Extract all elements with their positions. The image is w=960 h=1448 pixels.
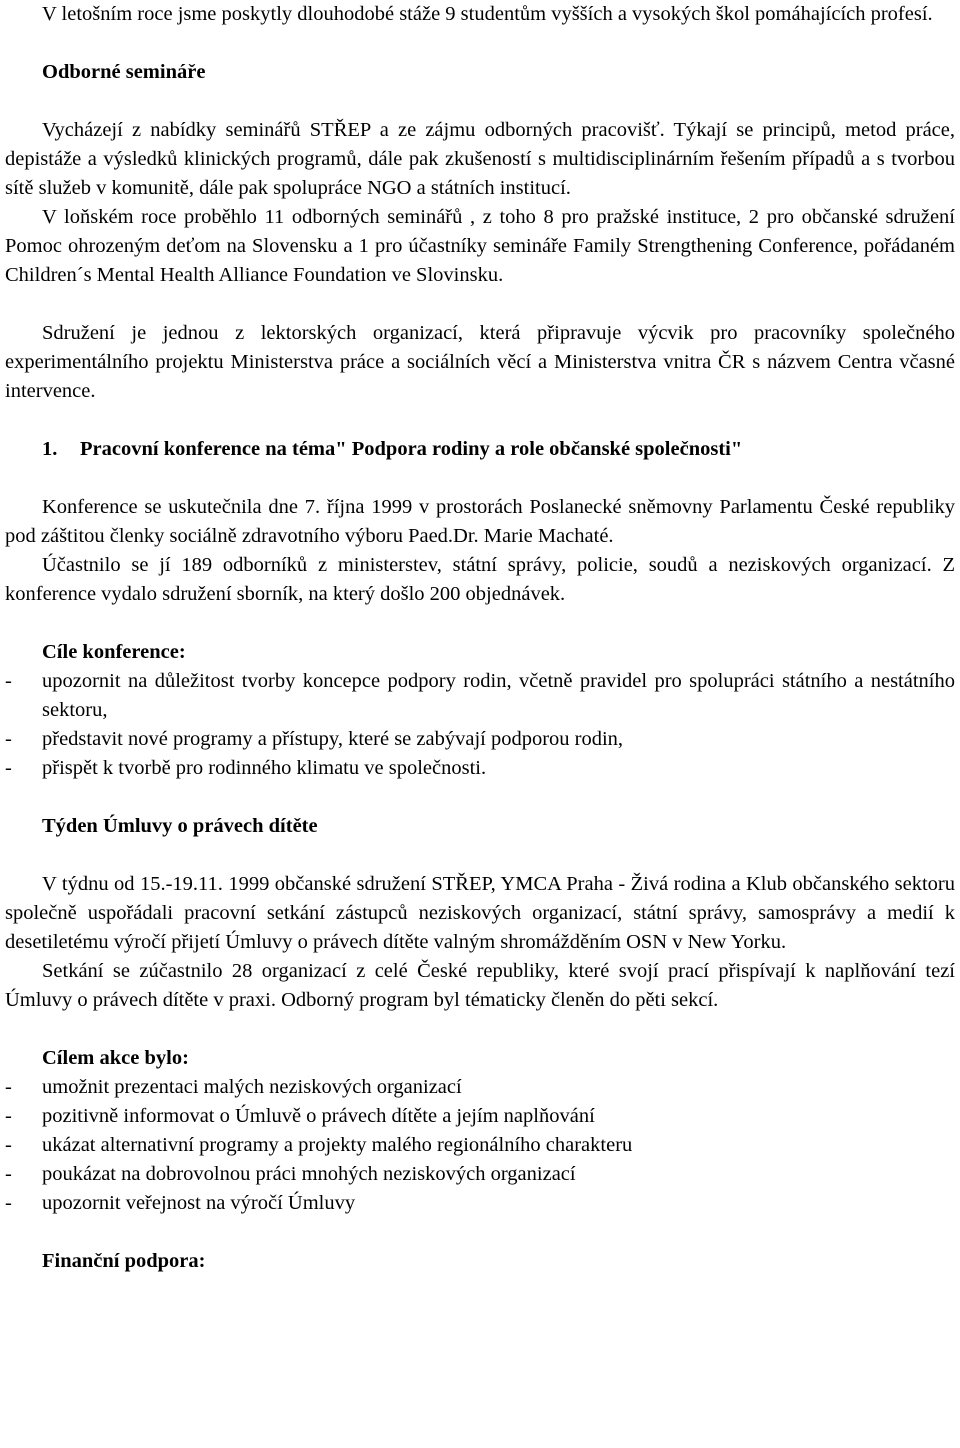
week-aims-list (5, 1073, 955, 1218)
conference-heading (5, 435, 955, 464)
list-item (5, 1102, 955, 1131)
conference-paragraph-1: Konference se uskutečnila dne 7. října 1999 v prostorách Poslanecké sněmovny Parlamentu České republiky pod záštitou členky sociálně zdravotního výboru Paed.Dr. Marie Machaté. (5, 496, 955, 547)
spacer (5, 609, 955, 638)
list-item-text: upozornit veřejnost na výročí Úmluvy (42, 1192, 356, 1214)
list-item-text: ukázat alternativní programy a projekty malého regionálního charakteru (42, 1134, 633, 1156)
list-dash: - (5, 670, 12, 692)
list-item (5, 1073, 955, 1102)
list-item-text: umožnit prezentaci malých neziskových organizací (42, 1076, 462, 1098)
list-item (5, 667, 955, 725)
seminars-heading: Odborné semináře (42, 61, 206, 83)
finance-heading: Finanční podpora: (42, 1250, 206, 1272)
spacer (5, 1015, 955, 1044)
list-dash: - (5, 1076, 12, 1098)
list-dash: - (5, 1105, 12, 1127)
spacer (5, 841, 955, 870)
list-item-text: přispět k tvorbě pro rodinného klimatu ve společnosti. (42, 757, 487, 779)
conference-title: Pracovní konference na téma" Podpora rodiny a role občanské společnosti" (80, 438, 743, 460)
document-page (5, 0, 955, 1276)
seminars-paragraph-3: Sdružení je jednou z lektorských organizací, která připravuje výcvik pro pracovníky společného experimentálního projektu Ministerstva práce a sociálních věcí a Ministerstva vnitra ČR s názvem Centra včasné intervence. (5, 322, 955, 402)
week-paragraph-1: V týdnu od 15.-19.11. 1999 občanské sdružení STŘEP, YMCA Praha - Živá rodina a Klub občanského sektoru společně uspořádali pracovní setkání zástupců neziskových organizací, státní správy, samosprávy a medií k desetiletému výročí přijetí Úmluvy o právech dítěte valným shromážděním OSN v New Yorku. (5, 873, 955, 953)
list-item-text: představit nové programy a přístupy, které se zabývají podporou rodin, (42, 728, 624, 750)
list-dash: - (5, 1192, 12, 1214)
list-dash: - (5, 728, 12, 750)
intro-stays-paragraph: V letošním roce jsme poskytly dlouhodobé stáže 9 studentům vyšších a vysokých škol pomáhajících profesí. (42, 3, 933, 25)
spacer (5, 290, 955, 319)
list-item (5, 1189, 955, 1218)
list-dash: - (5, 1163, 12, 1185)
conference-goals-list (5, 667, 955, 783)
list-item (5, 1131, 955, 1160)
list-item-text: poukázat na dobrovolnou práci mnohých neziskových organizací (42, 1163, 576, 1185)
spacer (5, 406, 955, 435)
conference-paragraph-2: Účastnilo se jí 189 odborníků z ministerstev, státní správy, policie, soudů a neziskových organizací. Z konference vydalo sdružení sborník, na který došlo 200 objednávek. (5, 554, 955, 605)
list-item-text: upozornit na důležitost tvorby koncepce podpory rodin, včetně pravidel pro spolupráci státního a nestátního sektoru, (42, 670, 955, 721)
spacer (5, 29, 955, 58)
conference-goals-heading: Cíle konference: (42, 641, 186, 663)
seminars-paragraph-2: V loňském roce proběhlo 11 odborných seminářů , z toho 8 pro pražské instituce, 2 pro občanské sdružení Pomoc ohrozeným deťom na Slovensku a 1 pro účastníky semináře Family Strengthening Conference, pořádaném Children´s Mental Health Alliance Foundation ve Slovinsku. (5, 206, 955, 286)
spacer (5, 783, 955, 812)
list-item (5, 1160, 955, 1189)
list-dash: - (5, 757, 12, 779)
list-item-text: pozitivně informovat o Úmluvě o právech dítěte a jejím naplňování (42, 1105, 595, 1127)
spacer (5, 87, 955, 116)
list-item (5, 725, 955, 754)
list-dash: - (5, 1134, 12, 1156)
spacer (5, 1218, 955, 1247)
list-item (5, 754, 955, 783)
seminars-paragraph-1: Vycházejí z nabídky seminářů STŘEP a ze zájmu odborných pracovišť. Týkají se principů, metod práce, depistáže a výsledků klinických programů, dále pak zkušeností s multidisciplinárním řešením případů a s tvorbou sítě služeb v komunitě, dále pak spolupráce NGO a státních institucí. (5, 119, 955, 199)
week-paragraph-2: Setkání se zúčastnilo 28 organizací z celé České republiky, které svojí prací přispívají k naplňování tezí Úmluvy o právech dítěte v praxi. Odborný program byl tématicky členěn do pěti sekcí. (5, 960, 955, 1011)
conference-number: 1. (42, 438, 58, 460)
week-heading: Týden Úmluvy o právech dítěte (42, 815, 318, 837)
spacer (5, 464, 955, 493)
week-aims-heading: Cílem akce bylo: (42, 1047, 189, 1069)
